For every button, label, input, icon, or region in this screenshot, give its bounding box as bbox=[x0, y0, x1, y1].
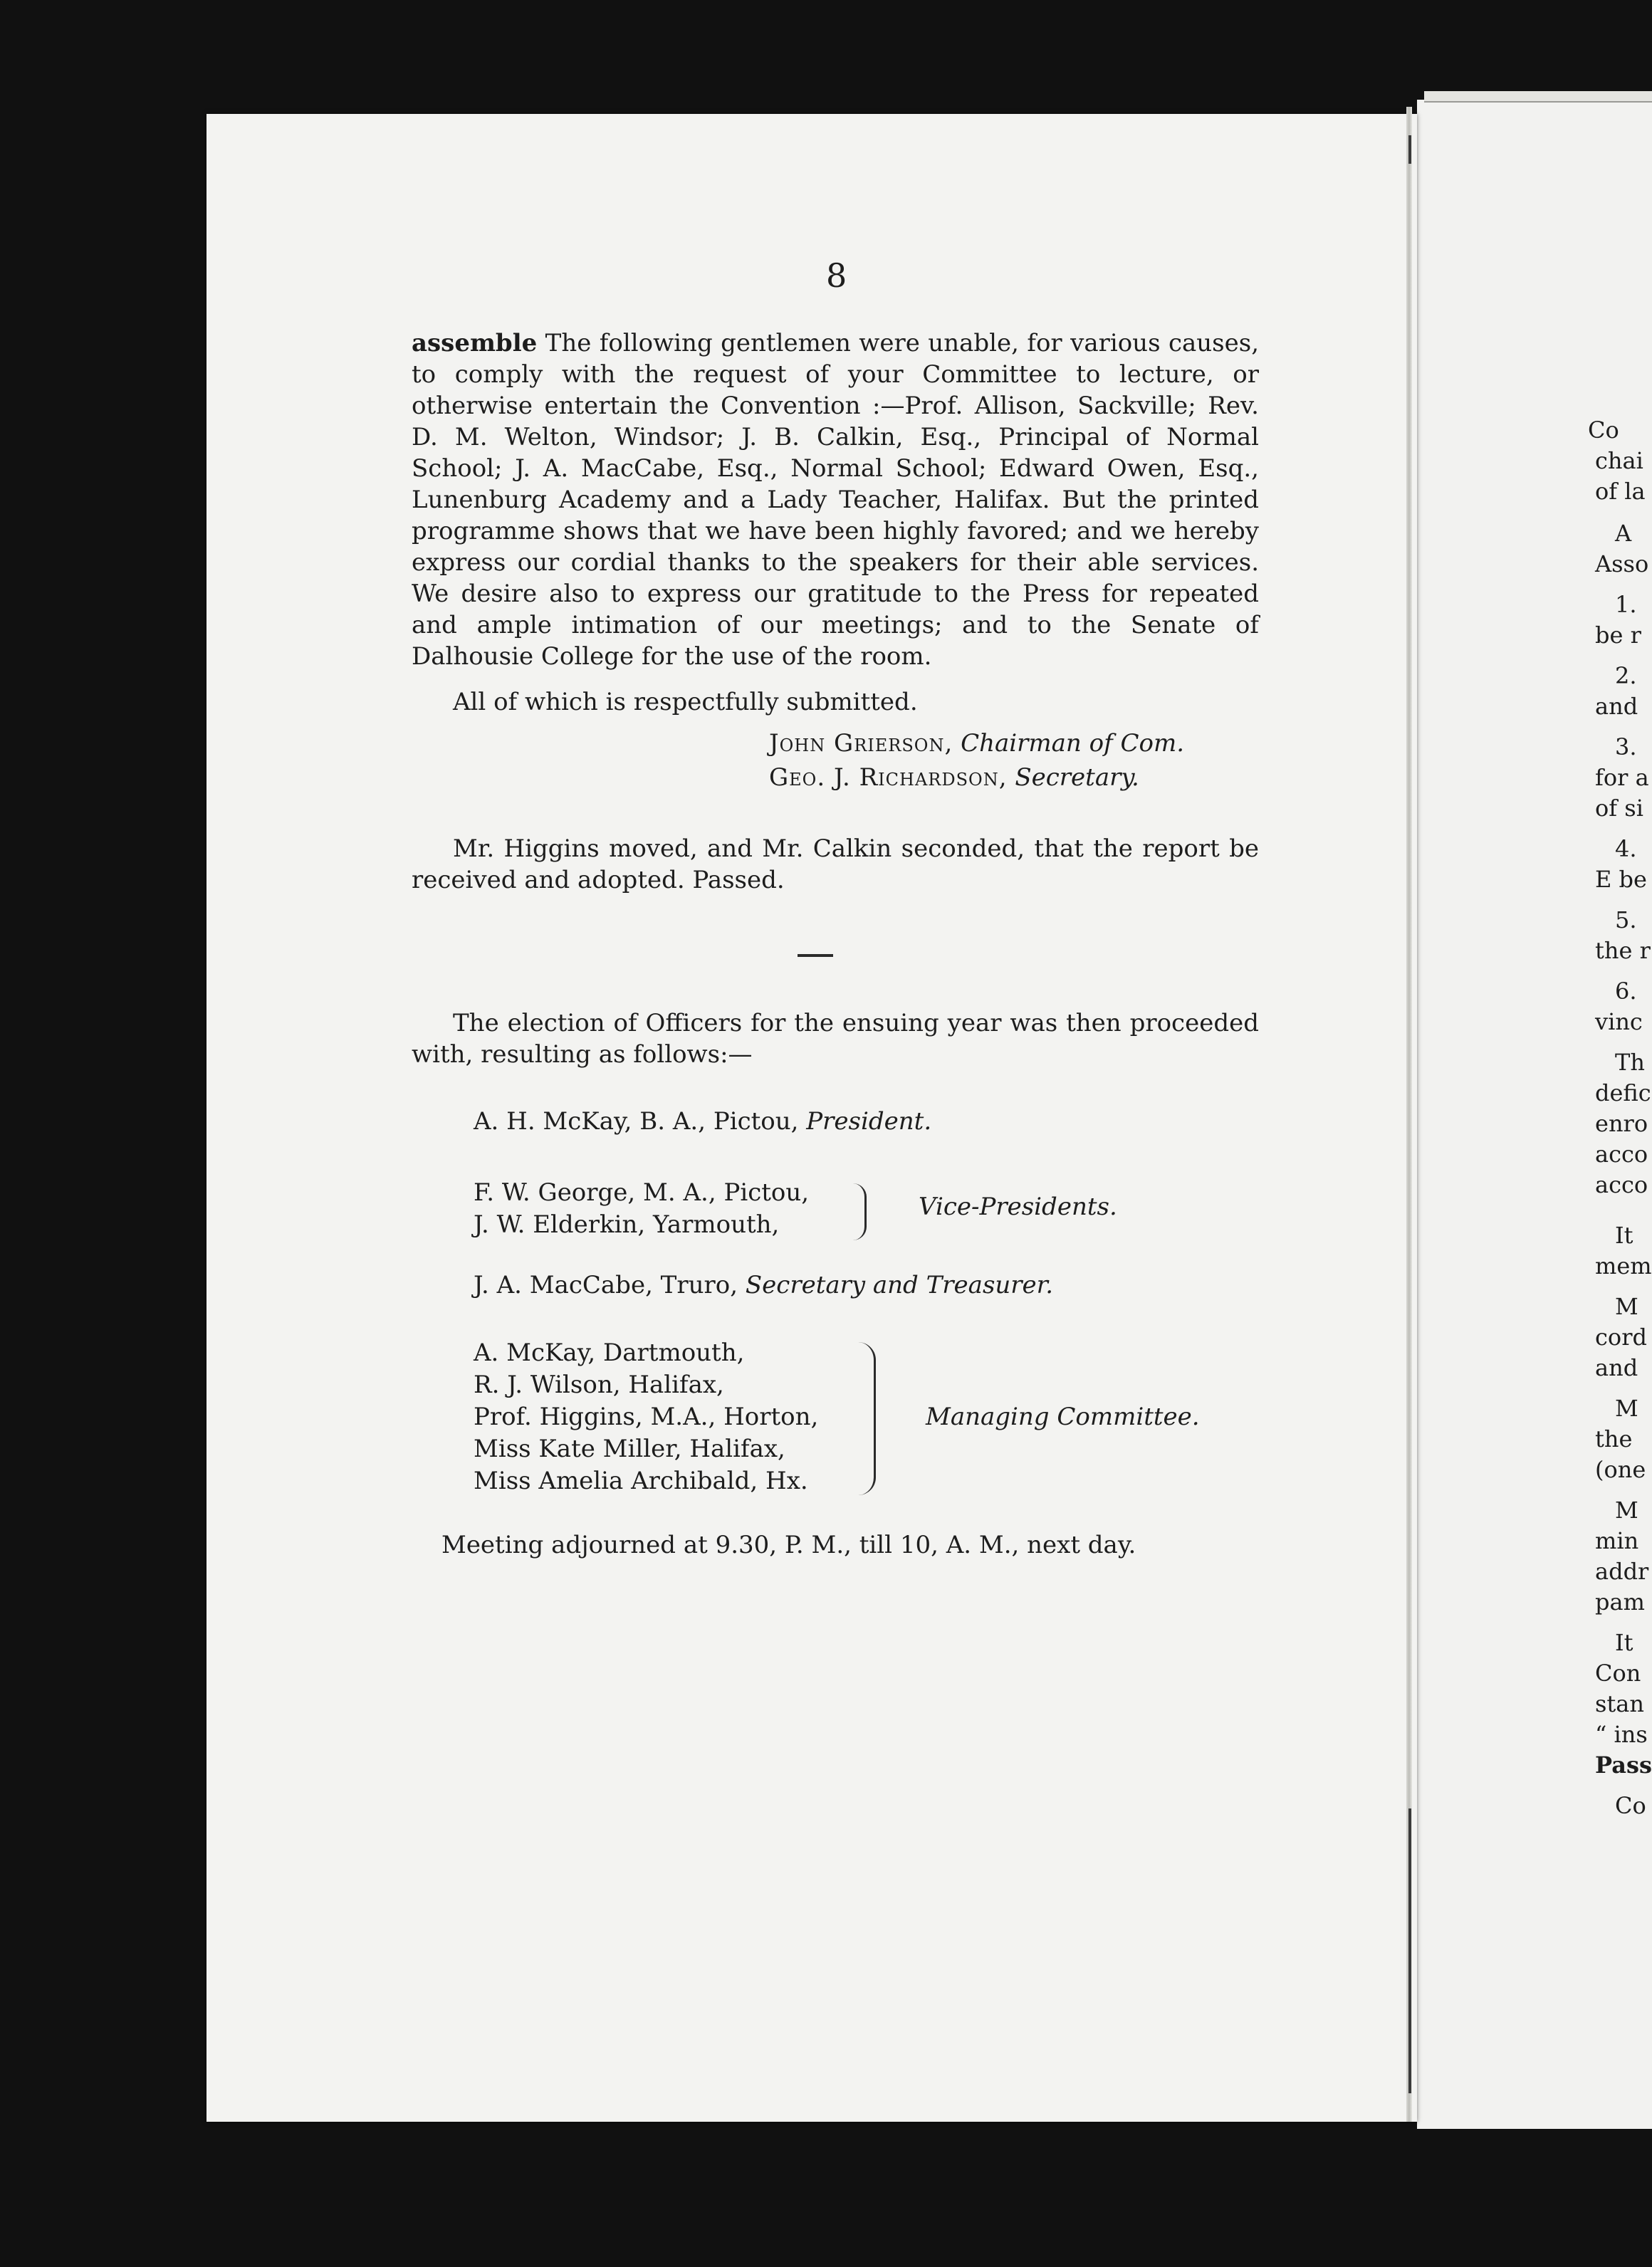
fragment: and bbox=[1595, 693, 1638, 720]
vice-president-role: Vice-Presidents. bbox=[919, 1193, 1117, 1221]
committee-role: Managing Committee. bbox=[926, 1403, 1200, 1431]
signature-block bbox=[769, 726, 1184, 795]
binding-mark bbox=[1408, 135, 1411, 164]
fragment: for a bbox=[1595, 764, 1649, 791]
fragment: acco bbox=[1595, 1141, 1648, 1168]
signature-secretary bbox=[769, 760, 1184, 795]
fragment: be r bbox=[1595, 622, 1641, 649]
fragment: defic bbox=[1595, 1079, 1651, 1106]
fragment: Pass bbox=[1595, 1752, 1652, 1779]
fragment: A bbox=[1615, 520, 1632, 547]
report-lead-word: assemble bbox=[412, 329, 538, 357]
fragment: Con bbox=[1595, 1660, 1641, 1687]
fragment: M bbox=[1615, 1293, 1638, 1320]
signature-role: Chairman of Com. bbox=[961, 729, 1185, 758]
fragment: Co bbox=[1588, 417, 1619, 444]
signature-role: Secretary. bbox=[1015, 763, 1139, 792]
fragment: 1. bbox=[1615, 591, 1637, 618]
committee-member: Miss Amelia Archibald, Hx. bbox=[474, 1467, 808, 1495]
fragment: M bbox=[1615, 1497, 1638, 1524]
page-number: 8 bbox=[826, 256, 847, 295]
report-body: The following gentlemen were unable, for various causes, to comply with the request of your Committee to lecture, or otherwise entertain the Convention :—Prof. Allison, Sackville; Rev. D. M. Welton, Windsor; J. B. Calkin, Esq., Principal of Normal School; J. A. MacCabe, Esq., Normal School; Edward Owen, Esq., Lunenburg Academy and a Lady Teacher, Halifax. But the printed programme shows that we have been highly favored; and we hereby express our cordial thanks to the speakers for their able services. We desire also to express our gratitude to the Press for repeated and ample intimation of our meetings; and to the Senate of Dalhousie College for the use of the room. bbox=[412, 329, 1259, 671]
fragment: the bbox=[1595, 1425, 1633, 1452]
fragment: It bbox=[1615, 1222, 1633, 1249]
fragment: 2. bbox=[1615, 662, 1637, 689]
fragment: stan bbox=[1595, 1690, 1644, 1717]
committee-member: R. J. Wilson, Halifax, bbox=[474, 1371, 724, 1399]
motion-paragraph: Mr. Higgins moved, and Mr. Calkin seconded, that the report be received and adopted. Passed. bbox=[412, 834, 1259, 894]
fragment: the r bbox=[1595, 937, 1651, 964]
committee-brace bbox=[858, 1342, 876, 1495]
election-intro: The election of Officers for the ensuing year was then proceeded with, resulting as follows:— bbox=[412, 1009, 1259, 1069]
fragment: mem bbox=[1595, 1252, 1652, 1279]
fragment: Th bbox=[1615, 1049, 1645, 1076]
fragment: pam bbox=[1595, 1588, 1645, 1616]
adjournment-line: Meeting adjourned at 9.30, P. M., till 10, A. M., next day. bbox=[441, 1531, 1136, 1559]
vice-president-name: F. W. George, M. A., Pictou, bbox=[474, 1178, 810, 1207]
president-name: A. H. McKay, B. A., Pictou, bbox=[474, 1107, 799, 1136]
fragment: 6. bbox=[1615, 978, 1637, 1005]
fragment: (one bbox=[1595, 1456, 1646, 1483]
signature-name: Geo. J. Richardson, bbox=[769, 763, 1008, 792]
fragment: Co bbox=[1615, 1792, 1646, 1819]
fragment: It bbox=[1615, 1629, 1633, 1656]
fragment: vinc bbox=[1595, 1008, 1643, 1035]
report-submitted: All of which is respectfully submitted. bbox=[453, 688, 918, 716]
fragment: enro bbox=[1595, 1110, 1648, 1137]
vice-president-name: J. W. Elderkin, Yarmouth, bbox=[474, 1210, 780, 1239]
fragment: of si bbox=[1595, 795, 1643, 822]
section-divider bbox=[798, 954, 833, 957]
fragment: cord bbox=[1595, 1324, 1647, 1351]
fragment: 4. bbox=[1615, 835, 1637, 862]
committee-member: Miss Kate Miller, Halifax, bbox=[474, 1435, 785, 1463]
committee-member: Prof. Higgins, M.A., Horton, bbox=[474, 1403, 819, 1431]
fragment: E be bbox=[1595, 866, 1647, 893]
fragment: min bbox=[1595, 1527, 1639, 1554]
committee-member: A. McKay, Dartmouth, bbox=[474, 1339, 745, 1367]
vice-president-brace bbox=[853, 1183, 867, 1240]
committee-report bbox=[412, 328, 1259, 732]
secretary-role: Secretary and Treasurer. bbox=[745, 1271, 1053, 1299]
secretary-name: J. A. MacCabe, Truro, bbox=[474, 1271, 738, 1299]
fragment: and bbox=[1595, 1354, 1638, 1381]
fragment: acco bbox=[1595, 1171, 1648, 1198]
fragment: 5. bbox=[1615, 906, 1637, 933]
fragment: of la bbox=[1595, 478, 1646, 505]
binding-line bbox=[1408, 1808, 1411, 2093]
signature-name: John Grierson, bbox=[769, 729, 953, 758]
fragment: addr bbox=[1595, 1558, 1649, 1585]
president-role: President. bbox=[806, 1107, 932, 1136]
fragment: M bbox=[1615, 1395, 1638, 1422]
signature-chairman bbox=[769, 726, 1184, 760]
report-paragraph bbox=[412, 328, 1259, 672]
next-page-edge bbox=[1424, 91, 1652, 103]
secretary-line bbox=[474, 1271, 1053, 1299]
fragment: Asso bbox=[1595, 550, 1649, 577]
fragment: “ ins bbox=[1595, 1721, 1648, 1748]
fragment: chai bbox=[1595, 447, 1643, 474]
fragment: 3. bbox=[1615, 733, 1637, 760]
president-line bbox=[474, 1107, 931, 1136]
